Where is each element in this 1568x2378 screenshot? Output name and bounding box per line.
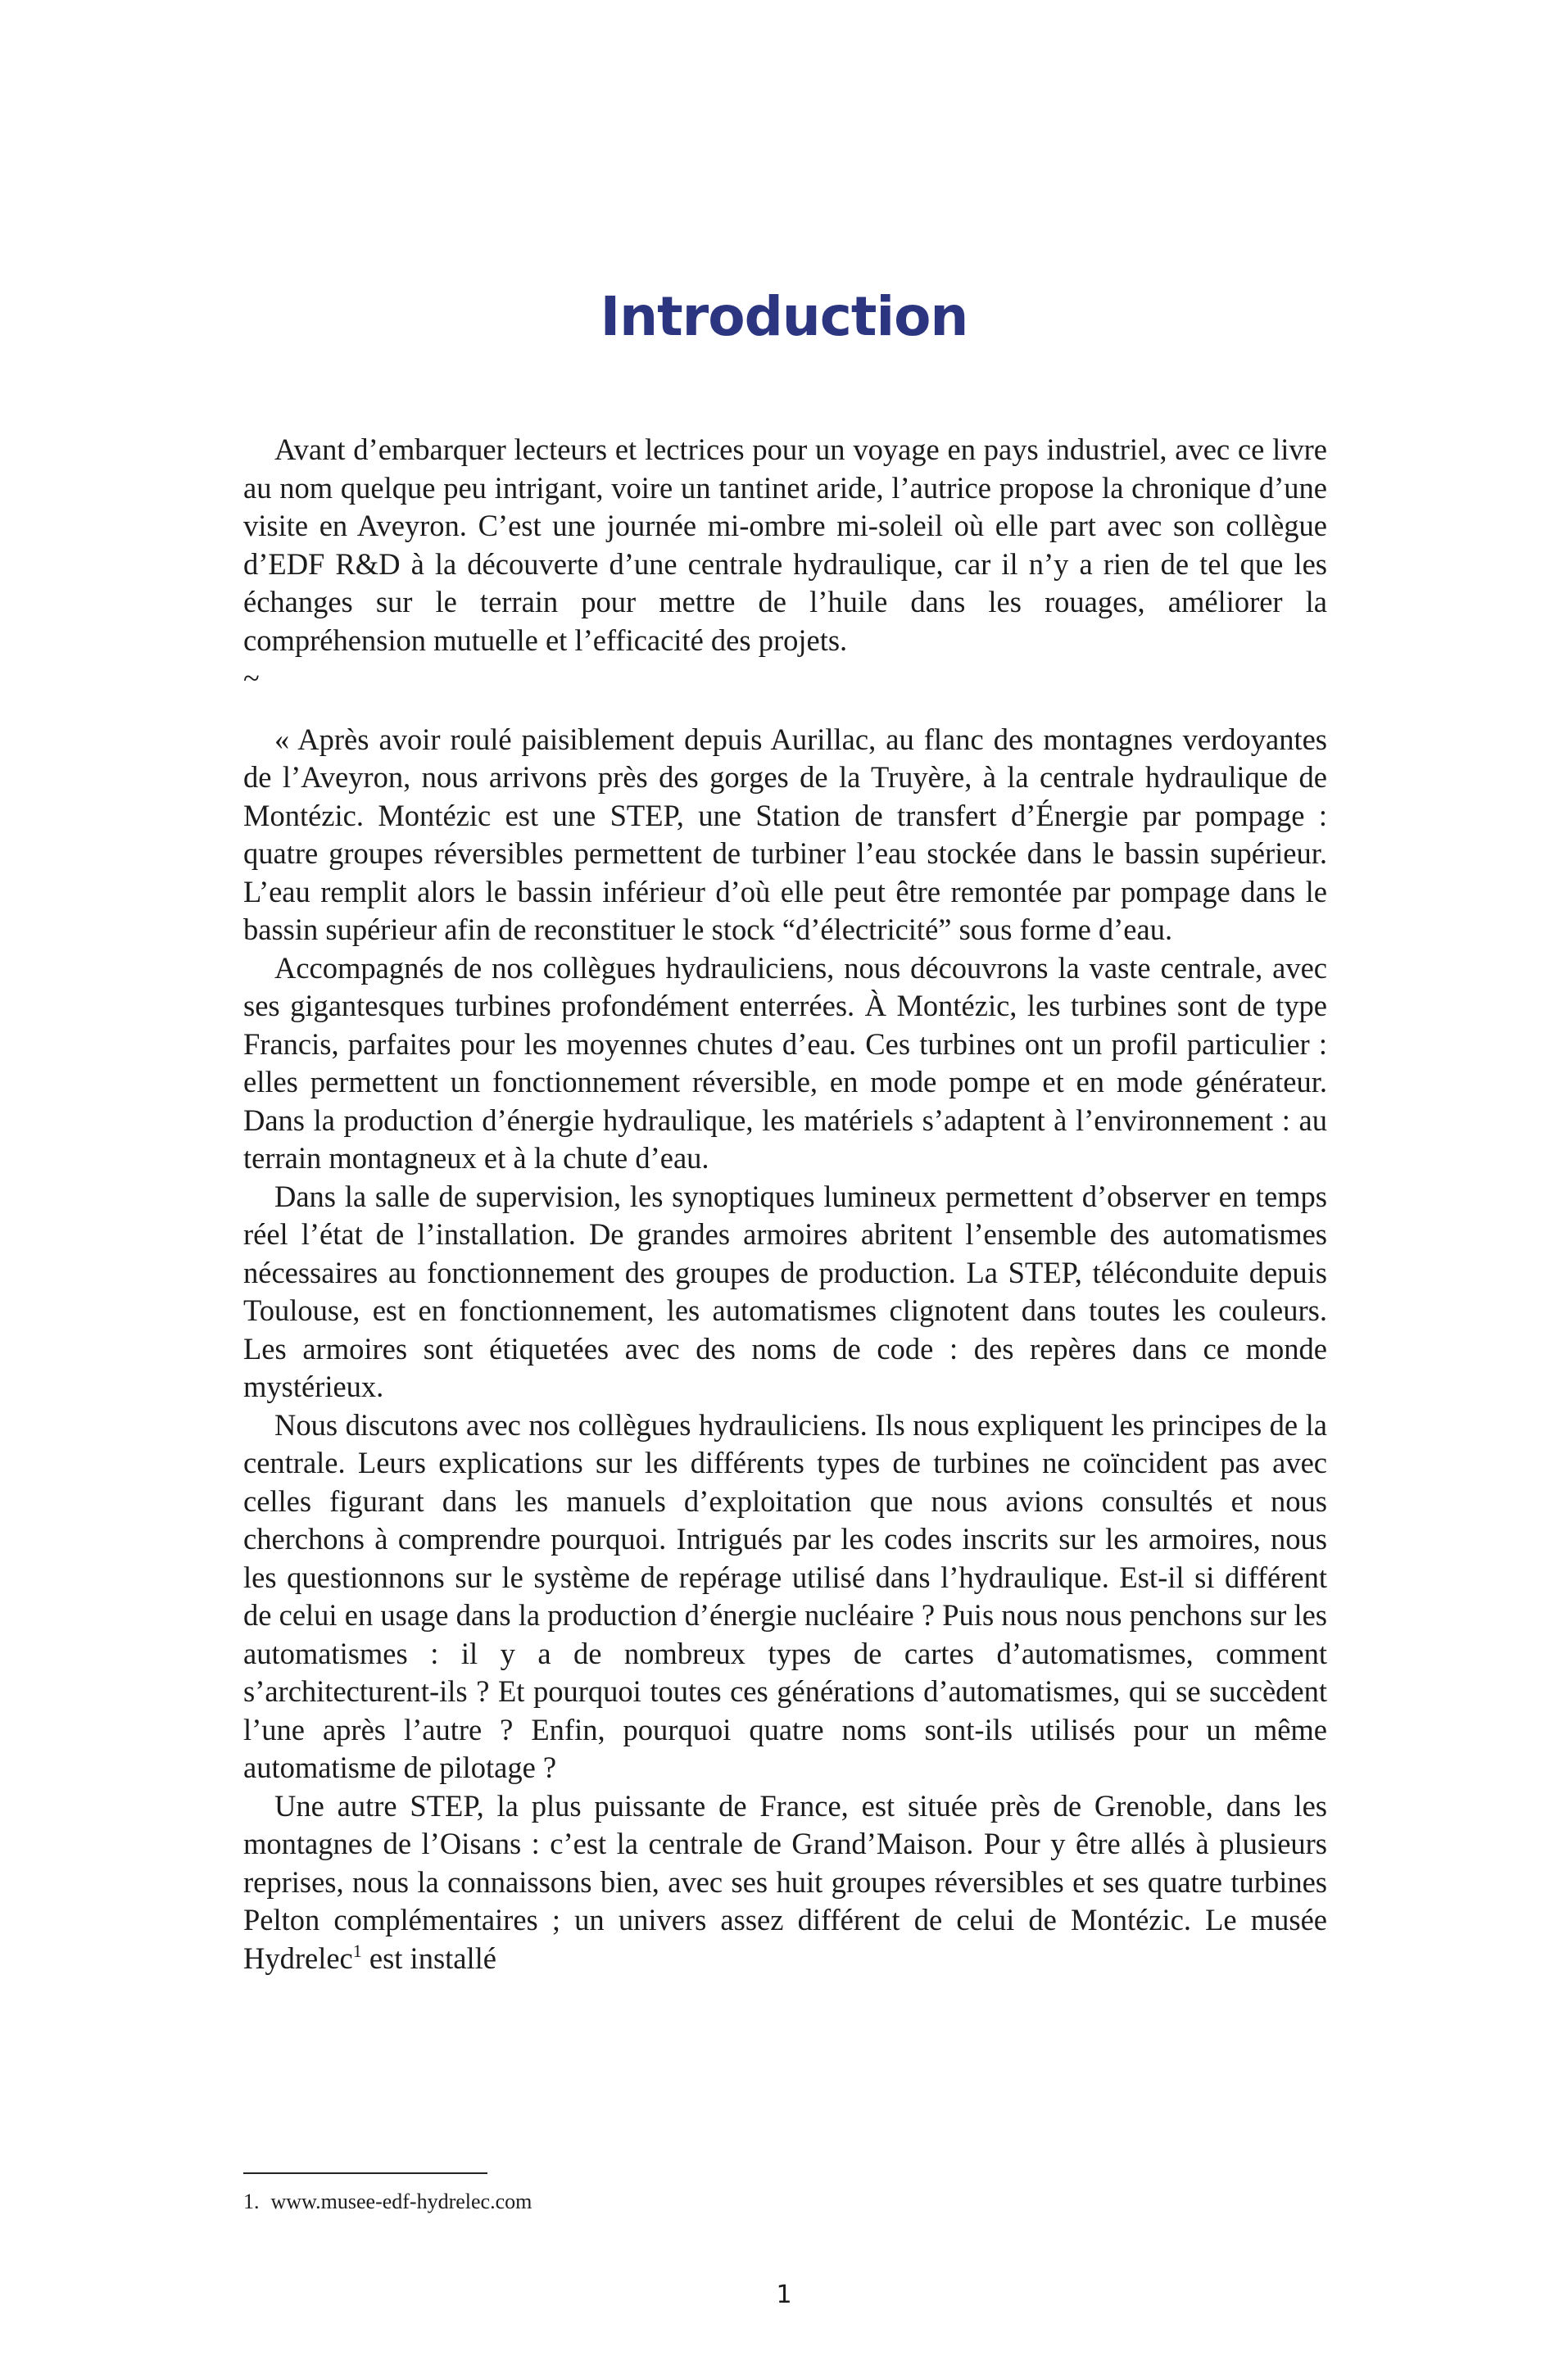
footnote-number: 1. xyxy=(243,2190,260,2213)
footnote-divider xyxy=(243,2172,487,2174)
footnote xyxy=(243,2190,532,2214)
paragraph-5 xyxy=(243,1787,1327,1978)
section-separator: ~ xyxy=(243,661,260,695)
footnote-reference: 1 xyxy=(352,1940,362,1961)
chapter-title: Introduction xyxy=(600,285,968,348)
paragraph-4: Nous discutons avec nos collègues hydrauliciens. Ils nous expliquent les principes de la centrale. Leurs explications sur les différents types de turbines ne coïncident pas avec celles figurant dans les manuels d’exploitation que nous avions consultés et nous cherchons à comprendre pourquoi. Intrigués par les codes inscrits sur les armoires, nous les questionnons sur le système de repérage utilisé dans l’hydraulique. Est-il si différent de celui en usage dans la production d’énergie nucléaire ? Puis nous nous penchons sur les automatismes : il y a de nombreux types de cartes d’automatismes, comment s’architecturent-ils ? Et pourquoi toutes ces générations d’automatismes, qui se succèdent l’une après l’autre ? Enfin, pourquoi quatre noms sont-ils utilisés pour un même automatisme de pilotage ? xyxy=(243,1407,1327,1784)
footnote-text: www.musee-edf-hydrelec.com xyxy=(270,2190,532,2213)
paragraph-5-main: Une autre STEP, la plus puissante de France, est située près de Grenoble, dans les montagnes de l’Oisans : c’est la centrale de Grand’Maison. Pour y être allés à plusieurs reprises, nous la connaissons bien, avec ses huit groupes réversibles et ses quatre turbines Pelton complémentaires ; un univers assez différent de celui de Montézic. Le musée Hydrelec xyxy=(243,1788,1327,1975)
intro-paragraph: Avant d’embarquer lecteurs et lectrices pour un voyage en pays industriel, avec ce livre au nom quelque peu intrigant, voire un tantinet aride, l’autrice propose la chronique d’une visite en Aveyron. C’est une journée mi-ombre mi-soleil où elle part avec son collègue d’EDF R&D à la découverte d’une centrale hydraulique, car il n’y a rien de tel que les échanges sur le terrain pour mettre de l’huile dans les rouages, améliorer la compréhension mutuelle et l’efficacité des projets. xyxy=(243,433,1327,657)
body-text xyxy=(243,431,1327,1977)
paragraph-5-tail: est installé xyxy=(361,1941,496,1975)
page-number: 1 xyxy=(776,2281,792,2309)
paragraph-3: Dans la salle de supervision, les synoptiques lumineux permettent d’observer en temps réel l’état de l’installation. De grandes armoires abritent l’ensemble des automatismes nécessaires au fonctionnement des groupes de production. La STEP, téléconduite depuis Toulouse, est en fonctionnement, les automatismes clignotent dans toutes les couleurs. Les armoires sont étiquetées avec des noms de code : des repères dans ce monde mystérieux. xyxy=(243,1179,1327,1403)
paragraph-2: Accompagnés de nos collègues hydrauliciens, nous découvrons la vaste centrale, avec ses gigantesques turbines profondément enterrées. À Montézic, les turbines sont de type Francis, parfaites pour les moyennes chutes d’eau. Ces turbines ont un profil particulier : elles permettent un fonctionnement réversible, en mode pompe et en mode générateur. Dans la production d’énergie hydraulique, les matériels s’adaptent à l’environnement : au terrain montagneux et à la chute d’eau. xyxy=(243,950,1327,1175)
paragraph-1: « Après avoir roulé paisiblement depuis Aurillac, au flanc des montagnes verdoyantes de l’Aveyron, nous arrivons près des gorges de la Truyère, à la centrale hydraulique de Montézic. Montézic est une STEP, une Station de transfert d’Énergie par pompage : quatre groupes réversibles permettent de turbiner l’eau stockée dans le bassin supérieur. L’eau remplit alors le bassin inférieur d’où elle peut être remontée par pompage dans le bassin supérieur afin de reconstituer le stock “d’électricité” sous forme d’eau. xyxy=(243,722,1327,946)
